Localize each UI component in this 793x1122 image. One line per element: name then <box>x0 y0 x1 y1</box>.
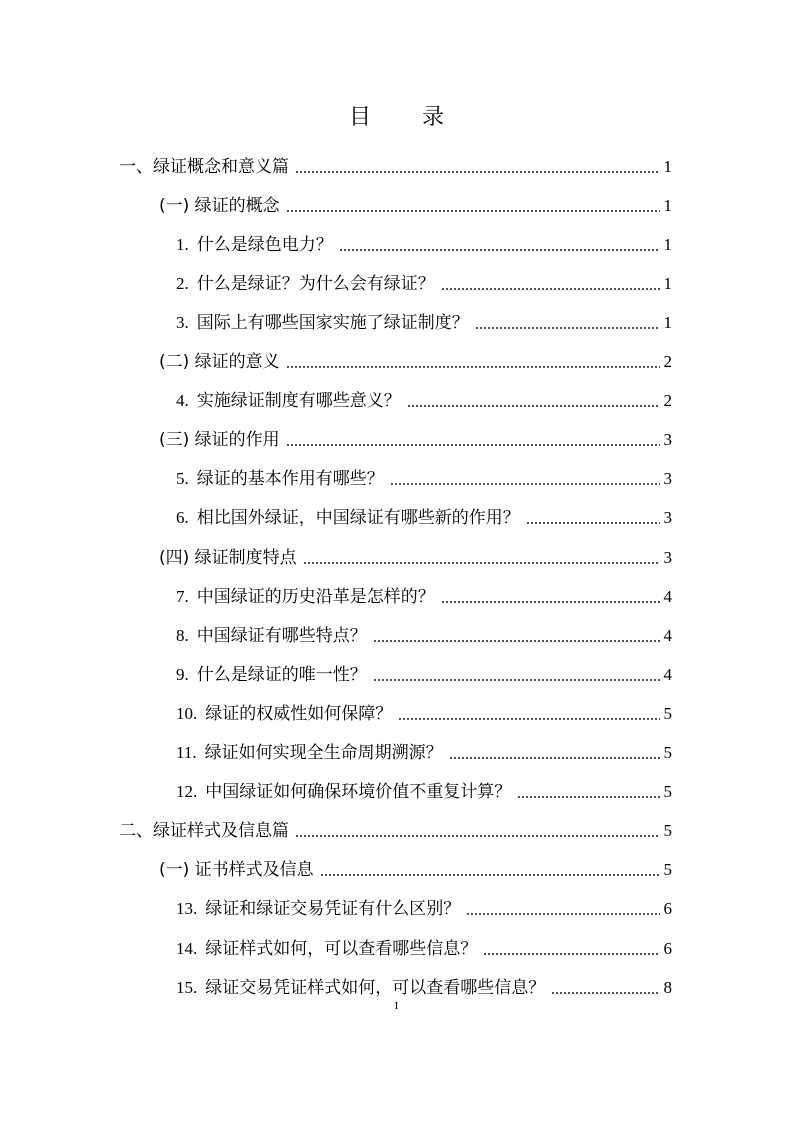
toc-entry-number: 7. <box>176 586 189 606</box>
toc-entry-title: 实施绿证制度有哪些意义？ <box>196 391 401 412</box>
toc-title: 目 录 <box>349 105 466 130</box>
toc-entry[interactable] <box>176 264 672 303</box>
toc-entry-title: 中国绿证的历史沿革是怎样的？ <box>196 586 435 607</box>
toc-entry-page: 5 <box>663 782 672 802</box>
toc-entry-title: 一、绿证概念和意义篇 <box>119 156 289 177</box>
toc-entry-number: 14. <box>176 938 198 958</box>
toc-entry-page: 1 <box>663 234 672 254</box>
toc-entry[interactable] <box>176 460 672 499</box>
toc-entry[interactable] <box>176 499 672 538</box>
toc-entry-page: 2 <box>663 352 672 371</box>
toc-entry-title: 什么是绿色电力？ <box>196 234 333 255</box>
toc-entry[interactable] <box>176 773 672 812</box>
toc-entry-title: 绿证和绿证交易凭证有什么区别？ <box>205 899 461 920</box>
toc-leader-dots <box>303 560 660 566</box>
toc-leader-dots <box>339 247 660 253</box>
toc-entry-title: 中国绿证如何确保环境价值不重复计算？ <box>205 782 512 803</box>
toc-leader-dots <box>286 364 660 370</box>
toc-entry-page: 1 <box>663 312 672 332</box>
toc-leader-dots <box>441 599 660 605</box>
toc-entry-title: 相比国外绿证，中国绿证有哪些新的作用？ <box>196 508 520 529</box>
toc-entry-number: 4. <box>176 391 189 411</box>
toc-entry-number: 1. <box>176 234 189 254</box>
toc-leader-dots <box>390 481 660 487</box>
toc-entry[interactable] <box>176 616 672 655</box>
toc-entry-page: 1 <box>663 156 672 176</box>
toc-entry-title: (一) 证书样式及信息 <box>159 860 314 881</box>
toc-entry-page: 2 <box>663 391 672 411</box>
toc-entry-number: 9. <box>176 664 189 684</box>
toc-entry-page: 5 <box>663 821 672 841</box>
toc-entry[interactable] <box>176 694 672 733</box>
toc-entry-page: 6 <box>663 899 672 919</box>
toc-leader-dots <box>373 638 660 644</box>
toc-entry[interactable] <box>119 147 672 186</box>
toc-entry[interactable] <box>176 303 672 342</box>
toc-entry-number: 8. <box>176 625 189 645</box>
toc-entry-number: 6. <box>176 508 189 528</box>
toc-entry-title: (一) 绿证的概念 <box>159 195 280 216</box>
toc-leader-dots <box>373 677 660 683</box>
toc-leader-dots <box>517 794 659 800</box>
toc-entry-title: 绿证样式如何，可以查看哪些信息？ <box>205 938 478 959</box>
toc-entry[interactable] <box>176 929 672 968</box>
toc-entry-title: (三) 绿证的作用 <box>159 430 280 451</box>
toc-entry-title: 中国绿证有哪些特点？ <box>196 625 367 646</box>
toc-entry-page: 3 <box>663 547 672 567</box>
toc-leader-dots <box>449 755 660 761</box>
toc-entry-title: 绿证如何实现全生命周期溯源？ <box>204 743 443 763</box>
page-number: I <box>394 1000 399 1012</box>
toc-entry[interactable] <box>159 421 672 460</box>
toc-entry[interactable] <box>159 538 672 577</box>
toc-entry[interactable] <box>159 343 672 382</box>
toc-entry-number: 15. <box>176 977 198 997</box>
toc-entry-number: 12. <box>176 782 198 802</box>
toc-entry-title: 什么是绿证？为什么会有绿证？ <box>196 273 435 294</box>
toc-entry-page: 3 <box>663 430 672 450</box>
toc-entry[interactable] <box>176 577 672 616</box>
toc-leader-dots <box>286 442 660 448</box>
toc-entry-number: 2. <box>176 273 189 293</box>
toc-entry-number: 5. <box>176 469 189 489</box>
toc-entry-number: 10. <box>176 703 198 723</box>
toc-entry-number: 13. <box>176 899 198 919</box>
toc-entry[interactable] <box>176 890 672 929</box>
toc-entry-title: (二) 绿证的意义 <box>159 352 280 372</box>
toc-leader-dots <box>407 403 660 409</box>
toc-entry-title: 绿证的基本作用有哪些？ <box>196 469 384 490</box>
toc-leader-dots <box>286 208 660 214</box>
toc-entry-page: 1 <box>663 273 672 293</box>
toc-entry-page: 6 <box>663 938 672 958</box>
toc-entry[interactable] <box>176 655 672 694</box>
toc-entry[interactable] <box>176 382 672 421</box>
toc-entry-title: 国际上有哪些国家实施了绿证制度？ <box>196 312 469 333</box>
toc-leader-dots <box>475 325 660 331</box>
toc-leader-dots <box>295 833 660 839</box>
toc-entry-title: 二、绿证样式及信息篇 <box>119 821 289 842</box>
toc-entry[interactable] <box>119 812 672 851</box>
toc-leader-dots <box>441 286 660 292</box>
toc-entry-page: 1 <box>663 195 672 215</box>
toc-leader-dots <box>466 911 659 917</box>
toc-leader-dots <box>320 872 660 878</box>
toc-entry[interactable] <box>176 734 672 773</box>
toc-entry-number: 11. <box>176 743 197 762</box>
toc-entry-page: 8 <box>663 977 672 997</box>
toc-entry[interactable] <box>176 225 672 264</box>
toc-leader-dots <box>526 520 660 526</box>
toc-leader-dots <box>398 716 659 722</box>
toc-leader-dots <box>551 990 659 996</box>
toc-entry-page: 3 <box>663 469 672 489</box>
toc-entry-page: 4 <box>663 664 672 684</box>
toc-leader-dots <box>483 951 659 957</box>
toc-entry[interactable] <box>159 186 672 225</box>
toc-entry-page: 4 <box>663 625 672 645</box>
toc-entry-title: 什么是绿证的唯一性？ <box>196 664 367 685</box>
toc-entry-page: 5 <box>663 743 672 762</box>
toc-entry-page: 5 <box>663 860 672 880</box>
toc-entry-title: (四) 绿证制度特点 <box>159 547 297 568</box>
toc-entry-number: 3. <box>176 312 189 332</box>
toc-entry-title: 绿证交易凭证样式如何，可以查看哪些信息？ <box>205 977 546 998</box>
toc-entry-title: 绿证的权威性如何保障？ <box>205 703 393 724</box>
toc-entry-page: 3 <box>663 508 672 528</box>
toc-entry-page: 5 <box>663 703 672 723</box>
toc-leader-dots <box>295 169 660 175</box>
toc-entry-page: 4 <box>663 586 672 606</box>
toc-entry[interactable] <box>159 851 672 890</box>
